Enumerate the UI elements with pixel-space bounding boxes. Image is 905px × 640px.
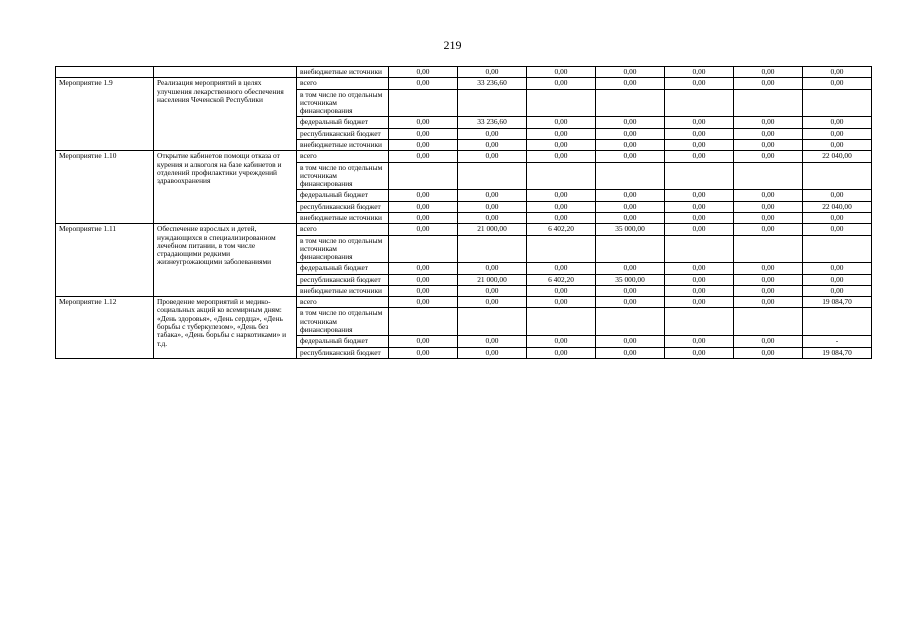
value-cell: 0,00 <box>596 151 665 162</box>
value-cell: 0,00 <box>665 117 734 128</box>
value-cell: 0,00 <box>803 67 872 78</box>
value-cell: 0,00 <box>734 201 803 212</box>
value-cell: 0,00 <box>665 336 734 347</box>
value-cell: 6 402,20 <box>527 274 596 285</box>
table-row <box>56 78 872 89</box>
value-cell: 0,00 <box>734 212 803 223</box>
value-cell: 0,00 <box>389 224 458 235</box>
value-cell: 0,00 <box>389 117 458 128</box>
funding-source-cell: внебюджетные источники <box>297 67 389 78</box>
value-cell: 0,00 <box>527 139 596 150</box>
value-cell: 21 000,00 <box>458 224 527 235</box>
value-cell: 0,00 <box>803 139 872 150</box>
value-cell: 0,00 <box>665 151 734 162</box>
value-cell <box>803 89 872 117</box>
value-cell: 0,00 <box>458 285 527 296</box>
value-cell: 21 000,00 <box>458 274 527 285</box>
value-cell <box>389 89 458 117</box>
value-cell: 0,00 <box>665 224 734 235</box>
value-cell: 0,00 <box>458 212 527 223</box>
value-cell: 0,00 <box>527 128 596 139</box>
value-cell: 0,00 <box>596 297 665 308</box>
value-cell: 0,00 <box>734 78 803 89</box>
value-cell: 0,00 <box>665 274 734 285</box>
value-cell: 19 084,70 <box>803 297 872 308</box>
value-cell: 0,00 <box>596 139 665 150</box>
value-cell <box>734 308 803 336</box>
value-cell <box>734 89 803 117</box>
value-cell: 0,00 <box>803 117 872 128</box>
value-cell: 0,00 <box>665 297 734 308</box>
value-cell <box>458 235 527 263</box>
measure-name-cell: Проведение мероприятий и медико-социальных акций ко всемирным дням: «День здоровья», «День сердца», «День борьбы с туберкулезом», «День без табака», «День борьбы с наркотиками» и т.д. <box>154 297 297 359</box>
value-cell <box>665 235 734 263</box>
funding-source-cell: в том числе по отдельным источникам финансирования <box>297 89 389 117</box>
value-cell: 0,00 <box>734 190 803 201</box>
value-cell: 0,00 <box>734 347 803 358</box>
value-cell: 0,00 <box>734 297 803 308</box>
value-cell: 0,00 <box>527 151 596 162</box>
value-cell: 0,00 <box>458 201 527 212</box>
value-cell: 0,00 <box>389 336 458 347</box>
funding-source-cell: республиканский бюджет <box>297 347 389 358</box>
value-cell <box>665 162 734 190</box>
value-cell: 0,00 <box>389 285 458 296</box>
value-cell: 0,00 <box>803 274 872 285</box>
value-cell: 0,00 <box>458 336 527 347</box>
value-cell: 0,00 <box>596 78 665 89</box>
value-cell: 0,00 <box>458 151 527 162</box>
value-cell: 0,00 <box>734 67 803 78</box>
value-cell: 0,00 <box>389 297 458 308</box>
funding-source-cell: в том числе по отдельным источникам финансирования <box>297 235 389 263</box>
value-cell <box>734 162 803 190</box>
budget-table <box>55 66 872 359</box>
funding-source-cell: в том числе по отдельным источникам финансирования <box>297 308 389 336</box>
value-cell: 0,00 <box>527 67 596 78</box>
funding-source-cell: федеральный бюджет <box>297 336 389 347</box>
value-cell: 0,00 <box>665 263 734 274</box>
value-cell: 0,00 <box>389 139 458 150</box>
funding-source-cell: федеральный бюджет <box>297 117 389 128</box>
value-cell: 0,00 <box>734 117 803 128</box>
value-cell: 6 402,20 <box>527 224 596 235</box>
value-cell: 33 236,60 <box>458 78 527 89</box>
value-cell: 0,00 <box>734 224 803 235</box>
value-cell: 0,00 <box>389 212 458 223</box>
value-cell: 0,00 <box>734 139 803 150</box>
value-cell <box>458 308 527 336</box>
funding-source-cell: внебюджетные источники <box>297 212 389 223</box>
value-cell: 0,00 <box>803 190 872 201</box>
value-cell: 0,00 <box>596 336 665 347</box>
value-cell: 0,00 <box>389 274 458 285</box>
value-cell: 0,00 <box>665 285 734 296</box>
measure-code-cell: Мероприятие 1.9 <box>56 78 154 151</box>
funding-source-cell: республиканский бюджет <box>297 274 389 285</box>
value-cell <box>803 308 872 336</box>
value-cell <box>665 308 734 336</box>
value-cell <box>734 235 803 263</box>
value-cell: 33 236,60 <box>458 117 527 128</box>
value-cell: 0,00 <box>803 263 872 274</box>
page-number: 219 <box>443 38 462 52</box>
table-row <box>56 151 872 162</box>
value-cell: 0,00 <box>734 274 803 285</box>
value-cell: 0,00 <box>596 128 665 139</box>
value-cell: 0,00 <box>389 78 458 89</box>
value-cell: 0,00 <box>734 128 803 139</box>
value-cell: 0,00 <box>665 201 734 212</box>
measure-name-cell: Открытие кабинетов помощи отказа от курения и алкоголя на базе кабинетов и отделений профилактики учреждений здравоохранения <box>154 151 297 224</box>
value-cell: 0,00 <box>527 201 596 212</box>
value-cell <box>596 235 665 263</box>
value-cell <box>803 162 872 190</box>
value-cell: 0,00 <box>665 128 734 139</box>
value-cell <box>596 162 665 190</box>
measure-code-cell: Мероприятие 1.12 <box>56 297 154 359</box>
value-cell: 0,00 <box>389 151 458 162</box>
value-cell: 0,00 <box>734 285 803 296</box>
value-cell: 0,00 <box>389 201 458 212</box>
funding-source-cell: республиканский бюджет <box>297 201 389 212</box>
value-cell: 0,00 <box>389 347 458 358</box>
funding-source-cell: всего <box>297 224 389 235</box>
value-cell: 0,00 <box>527 190 596 201</box>
value-cell: 0,00 <box>734 263 803 274</box>
value-cell: 0,00 <box>665 190 734 201</box>
value-cell: 0,00 <box>458 139 527 150</box>
value-cell: 0,00 <box>596 190 665 201</box>
funding-source-cell: всего <box>297 151 389 162</box>
value-cell: 22 040,00 <box>803 201 872 212</box>
table-row <box>56 224 872 235</box>
value-cell <box>527 162 596 190</box>
funding-source-cell: федеральный бюджет <box>297 190 389 201</box>
value-cell: 0,00 <box>389 263 458 274</box>
value-cell <box>389 308 458 336</box>
value-cell: 0,00 <box>527 263 596 274</box>
value-cell: 0,00 <box>665 78 734 89</box>
value-cell: 0,00 <box>389 190 458 201</box>
table-row <box>56 67 872 78</box>
value-cell: 0,00 <box>596 212 665 223</box>
value-cell: 0,00 <box>803 212 872 223</box>
value-cell: 0,00 <box>665 67 734 78</box>
value-cell: 0,00 <box>803 78 872 89</box>
value-cell <box>389 162 458 190</box>
measure-code-cell: Мероприятие 1.10 <box>56 151 154 224</box>
value-cell: 0,00 <box>596 201 665 212</box>
value-cell: 35 000,00 <box>596 274 665 285</box>
value-cell: 0,00 <box>527 347 596 358</box>
value-cell <box>803 235 872 263</box>
value-cell: 0,00 <box>458 297 527 308</box>
measure-code-cell: Мероприятие 1.11 <box>56 224 154 297</box>
value-cell: 0,00 <box>734 336 803 347</box>
value-cell: 0,00 <box>596 347 665 358</box>
value-cell: - <box>803 336 872 347</box>
value-cell: 0,00 <box>596 285 665 296</box>
value-cell: 0,00 <box>596 117 665 128</box>
value-cell <box>596 89 665 117</box>
funding-source-cell: в том числе по отдельным источникам финансирования <box>297 162 389 190</box>
value-cell <box>527 235 596 263</box>
measure-name-cell: Реализация мероприятий в целях улучшения лекарственного обеспечения населения Чеченской Республики <box>154 78 297 151</box>
funding-source-cell: республиканский бюджет <box>297 128 389 139</box>
value-cell: 0,00 <box>458 128 527 139</box>
value-cell: 0,00 <box>803 285 872 296</box>
value-cell: 0,00 <box>734 151 803 162</box>
value-cell: 0,00 <box>596 263 665 274</box>
value-cell <box>596 308 665 336</box>
value-cell: 0,00 <box>458 263 527 274</box>
value-cell: 0,00 <box>458 190 527 201</box>
value-cell: 0,00 <box>803 128 872 139</box>
value-cell <box>527 308 596 336</box>
value-cell: 0,00 <box>803 224 872 235</box>
value-cell: 0,00 <box>389 128 458 139</box>
funding-source-cell: внебюджетные источники <box>297 139 389 150</box>
value-cell: 22 040,00 <box>803 151 872 162</box>
funding-source-cell: федеральный бюджет <box>297 263 389 274</box>
value-cell: 0,00 <box>458 347 527 358</box>
budget-table-body <box>56 67 872 359</box>
value-cell: 0,00 <box>665 212 734 223</box>
value-cell <box>389 235 458 263</box>
value-cell: 0,00 <box>527 78 596 89</box>
funding-source-cell: внебюджетные источники <box>297 285 389 296</box>
value-cell: 0,00 <box>665 139 734 150</box>
value-cell: 0,00 <box>527 297 596 308</box>
value-cell: 0,00 <box>596 67 665 78</box>
value-cell <box>665 89 734 117</box>
value-cell: 0,00 <box>389 67 458 78</box>
value-cell: 0,00 <box>527 212 596 223</box>
measure-name-cell: Обеспечение взрослых и детей, нуждающихся в специализированном лечебном питании, в том числе страдающими редкими жизнеугрожающими заболеваниями <box>154 224 297 297</box>
empty-cell <box>56 67 154 78</box>
value-cell: 0,00 <box>665 347 734 358</box>
value-cell: 19 084,70 <box>803 347 872 358</box>
value-cell <box>458 89 527 117</box>
value-cell: 0,00 <box>458 67 527 78</box>
value-cell: 0,00 <box>527 336 596 347</box>
funding-source-cell: всего <box>297 297 389 308</box>
value-cell: 0,00 <box>527 285 596 296</box>
value-cell: 0,00 <box>527 117 596 128</box>
value-cell: 35 000,00 <box>596 224 665 235</box>
empty-cell <box>154 67 297 78</box>
funding-source-cell: всего <box>297 78 389 89</box>
value-cell <box>458 162 527 190</box>
value-cell <box>527 89 596 117</box>
table-row <box>56 297 872 308</box>
